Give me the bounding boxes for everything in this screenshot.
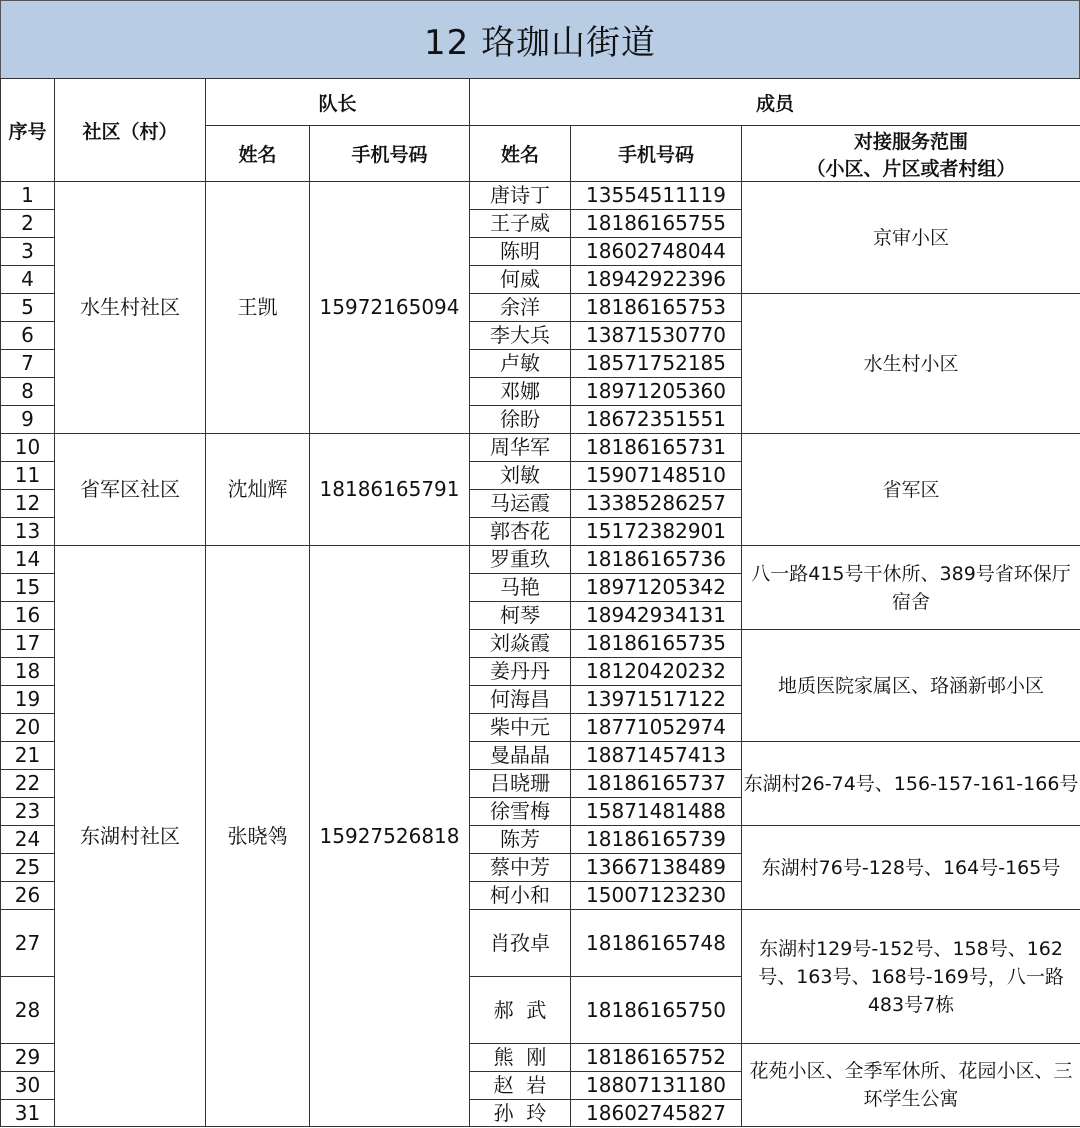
- member-name: 李大兵: [470, 322, 571, 350]
- member-name: 马艳: [470, 574, 571, 602]
- member-name: 陈明: [470, 238, 571, 266]
- member-phone: 13385286257: [571, 490, 742, 518]
- row-index: 9: [1, 406, 55, 434]
- member-phone: 18971205360: [571, 378, 742, 406]
- member-phone: 18186165748: [571, 910, 742, 977]
- service-scope: 水生村小区: [742, 294, 1080, 434]
- member-phone: 18186165737: [571, 770, 742, 798]
- member-name: 王子威: [470, 210, 571, 238]
- captain-name: 王凯: [206, 182, 310, 434]
- member-phone: 18871457413: [571, 742, 742, 770]
- member-name: 曼晶晶: [470, 742, 571, 770]
- member-name: 何海昌: [470, 686, 571, 714]
- row-index: 6: [1, 322, 55, 350]
- header-scope-line1: 对接服务范围: [854, 130, 969, 153]
- member-phone: 15172382901: [571, 518, 742, 546]
- member-name: 熊 刚: [470, 1044, 571, 1072]
- row-index: 3: [1, 238, 55, 266]
- member-phone: 18672351551: [571, 406, 742, 434]
- service-scope: 省军区: [742, 434, 1080, 546]
- row-index: 23: [1, 798, 55, 826]
- member-name: 郝 武: [470, 977, 571, 1044]
- row-index: 17: [1, 630, 55, 658]
- member-name: 何威: [470, 266, 571, 294]
- member-phone: 18602745827: [571, 1100, 742, 1127]
- member-name: 陈芳: [470, 826, 571, 854]
- header-captain-name: 姓名: [206, 126, 310, 182]
- row-index: 26: [1, 882, 55, 910]
- member-name: 周华军: [470, 434, 571, 462]
- member-name: 徐盼: [470, 406, 571, 434]
- member-name: 柴中元: [470, 714, 571, 742]
- member-phone: 15907148510: [571, 462, 742, 490]
- row-index: 18: [1, 658, 55, 686]
- member-name: 姜丹丹: [470, 658, 571, 686]
- row-index: 15: [1, 574, 55, 602]
- row-index: 22: [1, 770, 55, 798]
- member-phone: 18602748044: [571, 238, 742, 266]
- header-index: 序号: [1, 79, 55, 182]
- member-name: 徐雪梅: [470, 798, 571, 826]
- member-phone: 18571752185: [571, 350, 742, 378]
- row-index: 20: [1, 714, 55, 742]
- service-scope: 东湖村129号-152号、158号、162号、163号、168号-169号，八一路483号7栋: [742, 910, 1080, 1044]
- row-index: 4: [1, 266, 55, 294]
- row-index: 29: [1, 1044, 55, 1072]
- header-row: [1, 79, 1080, 126]
- community-name: 省军区社区: [55, 434, 206, 546]
- table-row: [1, 182, 1080, 210]
- community-name: 水生村社区: [55, 182, 206, 434]
- member-phone: 18120420232: [571, 658, 742, 686]
- member-name: 卢敏: [470, 350, 571, 378]
- member-name: 刘敏: [470, 462, 571, 490]
- member-name: 赵 岩: [470, 1072, 571, 1100]
- member-phone: 18186165739: [571, 826, 742, 854]
- member-phone: 18942934131: [571, 602, 742, 630]
- row-index: 30: [1, 1072, 55, 1100]
- captain-name: 沈灿辉: [206, 434, 310, 546]
- header-community: 社区（村）: [55, 79, 206, 182]
- row-index: 28: [1, 977, 55, 1044]
- member-name: 蔡中芳: [470, 854, 571, 882]
- member-phone: 18186165731: [571, 434, 742, 462]
- service-scope: 东湖村26-74号、156-157-161-166号: [742, 742, 1080, 826]
- member-name: 郭杏花: [470, 518, 571, 546]
- row-index: 5: [1, 294, 55, 322]
- member-phone: 18942922396: [571, 266, 742, 294]
- header-scope: [742, 126, 1080, 182]
- member-name: 邓娜: [470, 378, 571, 406]
- member-phone: 13554511119: [571, 182, 742, 210]
- page-title: 12 珞珈山街道: [0, 0, 1080, 79]
- service-scope: 地质医院家属区、珞涵新邨小区: [742, 630, 1080, 742]
- service-scope: 京审小区: [742, 182, 1080, 294]
- member-name: 刘焱霞: [470, 630, 571, 658]
- row-index: 7: [1, 350, 55, 378]
- row-index: 8: [1, 378, 55, 406]
- row-index: 31: [1, 1100, 55, 1127]
- header-member-name: 姓名: [470, 126, 571, 182]
- member-phone: 18186165750: [571, 977, 742, 1044]
- row-index: 1: [1, 182, 55, 210]
- header-captain-phone: 手机号码: [310, 126, 470, 182]
- member-phone: 13871530770: [571, 322, 742, 350]
- member-phone: 18971205342: [571, 574, 742, 602]
- row-index: 14: [1, 546, 55, 574]
- row-index: 19: [1, 686, 55, 714]
- captain-phone: 15927526818: [310, 546, 470, 1127]
- row-index: 27: [1, 910, 55, 977]
- row-index: 25: [1, 854, 55, 882]
- member-phone: 13971517122: [571, 686, 742, 714]
- roster-table: [0, 78, 1080, 1127]
- member-phone: 15871481488: [571, 798, 742, 826]
- row-index: 12: [1, 490, 55, 518]
- member-name: 吕晓珊: [470, 770, 571, 798]
- member-phone: 18186165755: [571, 210, 742, 238]
- member-phone: 18771052974: [571, 714, 742, 742]
- table-row: [1, 546, 1080, 574]
- captain-phone: 15972165094: [310, 182, 470, 434]
- member-name: 柯琴: [470, 602, 571, 630]
- row-index: 11: [1, 462, 55, 490]
- member-phone: 13667138489: [571, 854, 742, 882]
- member-phone: 18186165736: [571, 546, 742, 574]
- member-name: 柯小和: [470, 882, 571, 910]
- service-scope: 东湖村76号-128号、164号-165号: [742, 826, 1080, 910]
- captain-name: 张晓鸰: [206, 546, 310, 1127]
- community-name: 东湖村社区: [55, 546, 206, 1127]
- service-scope: 花苑小区、全季军休所、花园小区、三环学生公寓: [742, 1044, 1080, 1127]
- header-members: 成员: [470, 79, 1080, 126]
- row-index: 13: [1, 518, 55, 546]
- member-phone: 18807131180: [571, 1072, 742, 1100]
- member-name: 肖孜卓: [470, 910, 571, 977]
- row-index: 21: [1, 742, 55, 770]
- member-name: 唐诗丁: [470, 182, 571, 210]
- captain-phone: 18186165791: [310, 434, 470, 546]
- roster-body: [1, 182, 1080, 1127]
- member-name: 余洋: [470, 294, 571, 322]
- table-row: [1, 434, 1080, 462]
- service-scope: 八一路415号干休所、389号省环保厅宿舍: [742, 546, 1080, 630]
- row-index: 16: [1, 602, 55, 630]
- row-index: 10: [1, 434, 55, 462]
- member-name: 马运霞: [470, 490, 571, 518]
- header-captain: 队长: [206, 79, 470, 126]
- member-name: 孙 玲: [470, 1100, 571, 1127]
- row-index: 2: [1, 210, 55, 238]
- member-phone: 18186165752: [571, 1044, 742, 1072]
- member-phone: 18186165735: [571, 630, 742, 658]
- member-name: 罗重玖: [470, 546, 571, 574]
- row-index: 24: [1, 826, 55, 854]
- header-member-phone: 手机号码: [571, 126, 742, 182]
- member-phone: 18186165753: [571, 294, 742, 322]
- header-scope-line2: （小区、片区或者村组）: [806, 157, 1016, 180]
- member-phone: 15007123230: [571, 882, 742, 910]
